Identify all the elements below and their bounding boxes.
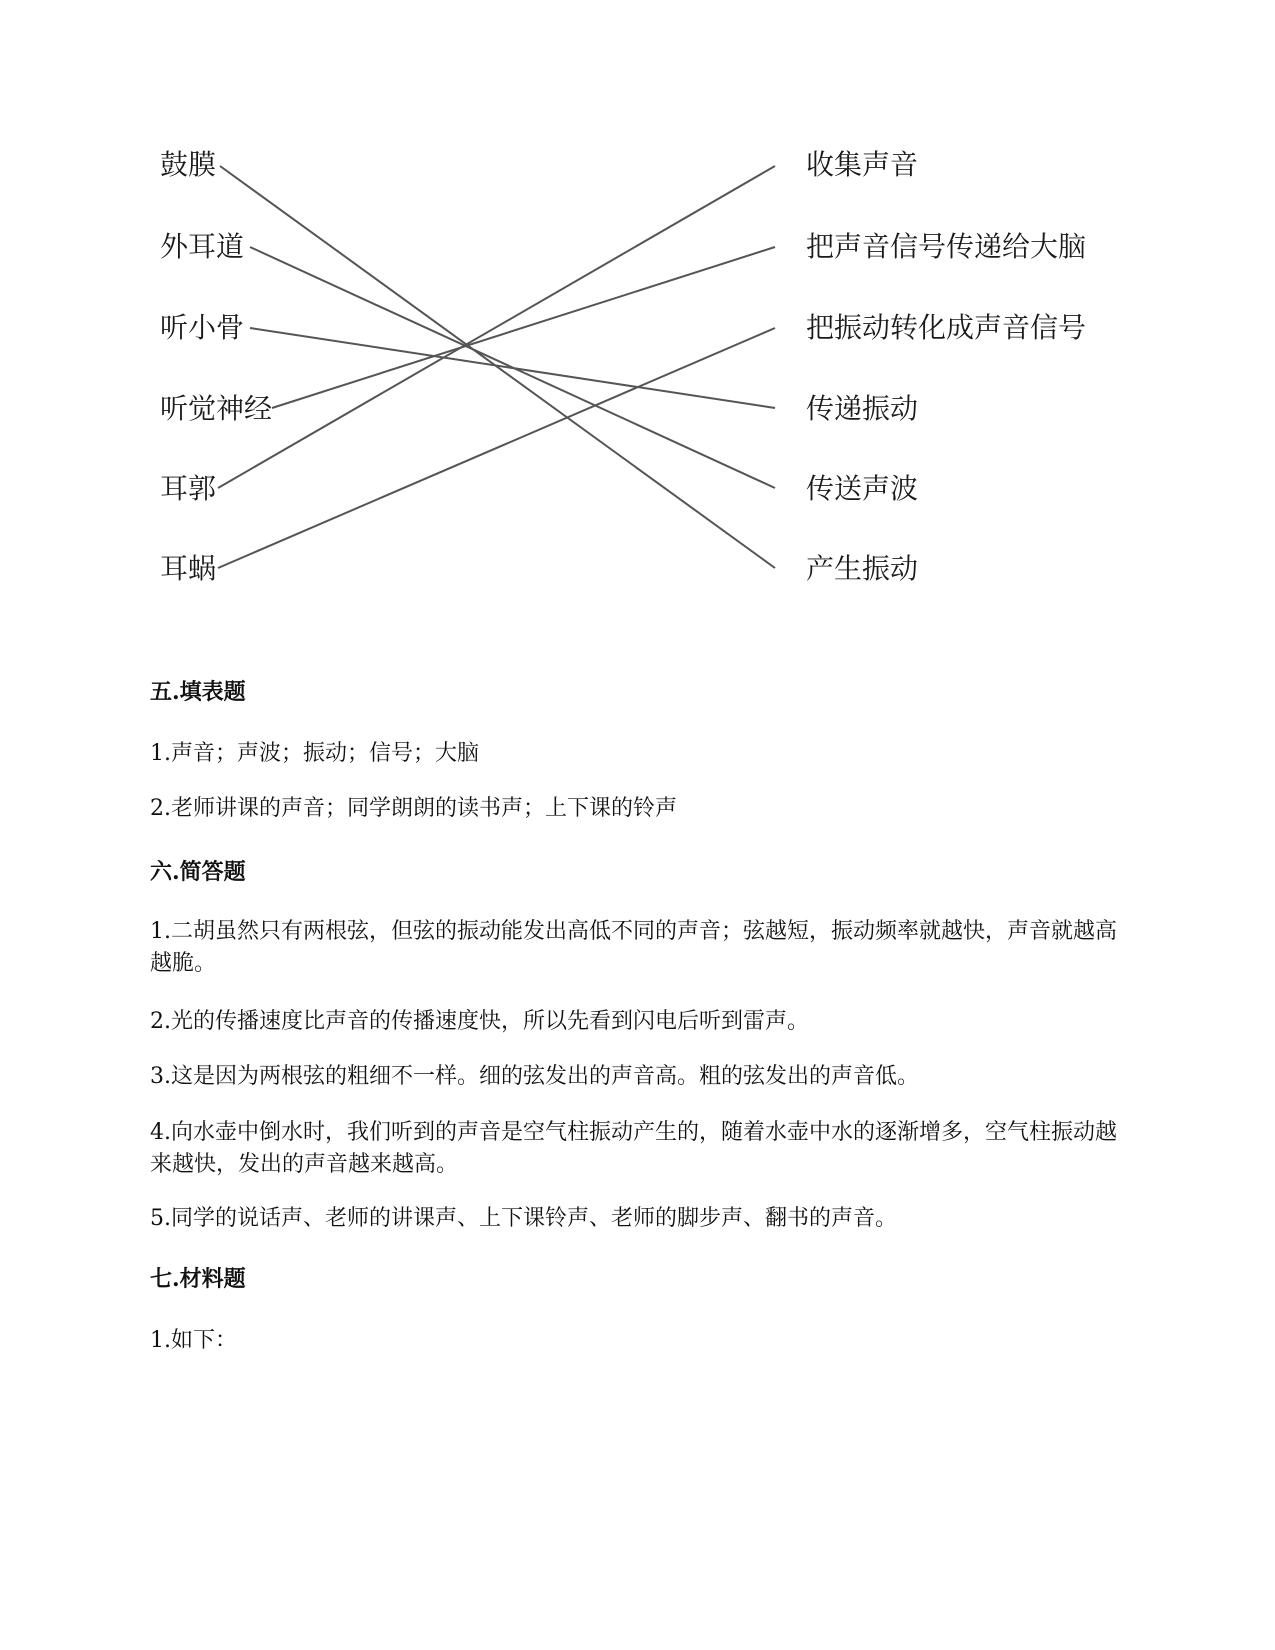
- answer-item: 3.这是因为两根弦的粗细不一样。细的弦发出的声音高。粗的弦发出的声音低。: [150, 1064, 919, 1089]
- answer-item: 2.老师讲课的声音；同学朗朗的读书声；上下课的铃声: [150, 796, 677, 821]
- left-item-cochlea: 耳蜗: [160, 552, 217, 585]
- left-item-eardrum: 鼓膜: [160, 148, 217, 181]
- connection-line-3: [250, 328, 775, 408]
- right-item-collect-sound: 收集声音: [806, 148, 919, 181]
- section-title-short-answer: 六.简答题: [150, 859, 246, 885]
- right-item-transmit-vibration: 传递振动: [806, 392, 919, 425]
- right-item-produce-vibration: 产生振动: [806, 552, 919, 585]
- right-item-transmit-to-brain: 把声音信号传递给大脑: [806, 230, 1087, 263]
- left-item-ear-canal: 外耳道: [160, 230, 245, 263]
- left-item-auricle: 耳郭: [160, 472, 217, 505]
- right-item-convert-vibration: 把振动转化成声音信号: [806, 311, 1087, 344]
- section-title-material: 七.材料题: [150, 1266, 246, 1292]
- answer-item: 5.同学的说话声、老师的讲课声、上下课铃声、老师的脚步声、翻书的声音。: [150, 1206, 897, 1231]
- connection-line-1: [220, 166, 775, 568]
- left-item-auditory-nerve: 听觉神经: [160, 392, 273, 425]
- answer-item: 2.光的传播速度比声音的传播速度快，所以先看到闪电后听到雷声。: [150, 1009, 809, 1034]
- connection-line-6: [218, 328, 775, 568]
- left-item-ossicles: 听小骨: [160, 311, 245, 344]
- connection-line-4: [272, 247, 775, 408]
- matching-diagram: [0, 0, 1275, 640]
- answer-item: 1.二胡虽然只有两根弦，但弦的振动能发出高低不同的声音；弦越短，振动频率就越快，声音就越高越脆。: [150, 919, 1117, 976]
- answer-item: 1.如下：: [150, 1328, 237, 1353]
- answer-item: 4.向水壶中倒水时，我们听到的声音是空气柱振动产生的，随着水壶中水的逐渐增多，空气柱振动越来越快，发出的声音越来越高。: [150, 1120, 1117, 1177]
- connection-line-5: [218, 166, 775, 488]
- answer-item: 1.声音；声波；振动；信号；大脑: [150, 741, 479, 766]
- right-item-send-sound-waves: 传送声波: [806, 472, 919, 505]
- section-title-fill-table: 五.填表题: [150, 679, 246, 705]
